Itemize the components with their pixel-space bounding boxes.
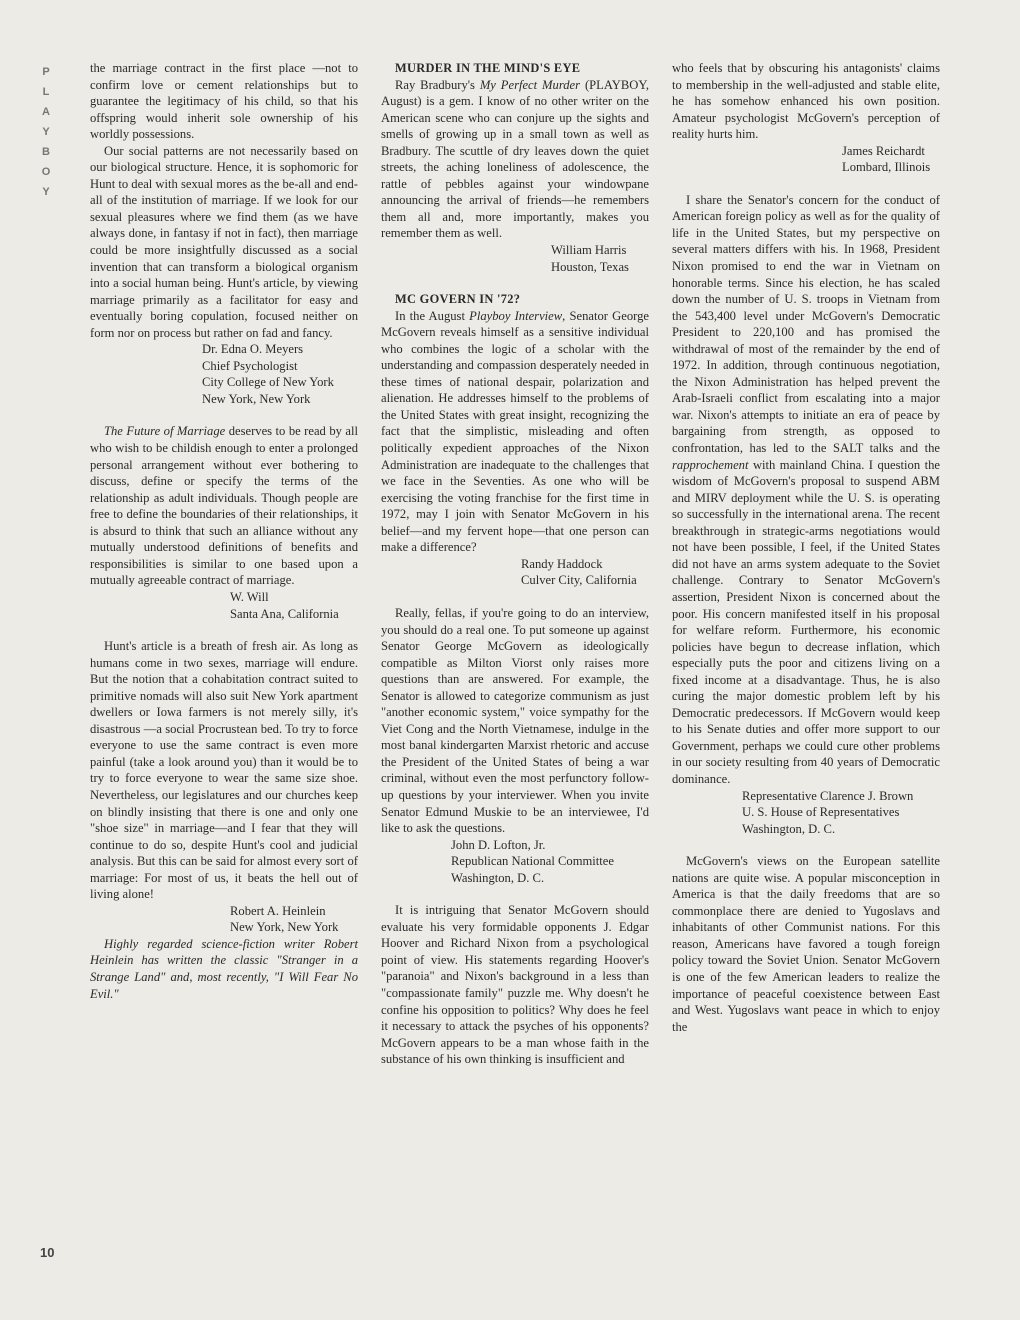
signature-line: Robert A. Heinlein [230,903,326,918]
letter-paragraph: It is intriguing that Senator McGovern should evaluate his very formidable opponents J. Edgar Hoover and Richard Nixon from a psychological point of view. His statements regarding Hoover's "paranoia" and Nixon's background in a less than "compassionate family" puzzle me. Why doesn't he confine his opposition to politics? Why does he feel it necessary to attack the psyches of his opponents? McGovern appears to be a man whose faith in the substance of his own thinking is insufficient and [381,903,649,1067]
signature-line: Washington, D. C. [451,870,545,885]
paragraph-text: , Senator George McGovern reveals himself as a sensitive individual who combines the logic of a scholar with the understanding and compassion desperately needed in these times of national despair, polarization and alienation. He addresses himself to the problems of the United States with great insight, recognizing the fact that the simplistic, misleading and often politically expedient approaches of the Nixon Administration are inadequate to the challenges that we face in the Seventies. As one who will be exercising the voting franchise for the first time in 1972, may I join with Senator McGovern in his belief—and my fervent hope—that one person can make a difference? [381,308,649,555]
signature-line: Representative Clarence J. Brown [742,788,914,803]
signature-line: Republican National Committee [451,854,614,869]
signature-line: W. Will [230,589,269,604]
letter-paragraph: Really, fellas, if you're going to do an interview, you should do a real one. To put someone up against Senator George McGovern as ideologically compatible as Milton Viorst only raises more questions than are answered. For example, the Senator is allowed to categorize communism as just "another economic system," voice sympathy for the Viet Cong and the North Vietnamese, indulge in the most banal kindergarten Marxist rhetoric and accuse the President of the United States of being a war criminal, without even the most perfunctory follow-up questions by your interviewer. When you invite Senator Edmund Muskie to be an interviewee, I'd like to ask the questions. [381,605,649,836]
signature-line: William Harris [551,243,627,258]
letter-signature [381,556,649,589]
section-heading: MURDER IN THE MIND'S EYE [395,61,581,75]
paragraph-text: with mainland China. I question the wisdom of McGovern's proposal to suspend ABM and MIRV deployment while the U. S. is operating so successfully in the international arena. The recent breakthrough in strategic-arms negotiations would not have been possible, I feel, if the United States did not have an arms system adequate to the Soviet challenge. Contrary to Senator McGovern's assertion, President Nixon is concerned about the poor. His concern manifested itself in his proposal for welfare reform. Furthermore, his economic policies have begun to decrease inflation, which especially puts the poor and citizens living on a fixed income at a disadvantage. Thus, he is also curing the major domestic problem left by his Democratic predecessors. If McGovern would keep to his Senate duties and offer more support to our Government, perhaps we could cure other problems in our society resulting from 40 years of Democratic dominance. [672,457,940,786]
signature-line: Washington, D. C. [742,821,836,836]
letter-paragraph [90,423,358,588]
letter-signature [381,242,649,275]
letter-paragraph: Hunt's article is a breath of fresh air. As long as humans come in two sexes, marriage will endure. But the notion that a cohabitation contract suited to primitive nomads will also suit New York apartment dwellers or Iowa farmers is not merely silly, it's disastrous —a social Procrustean bed. To try to force everyone to use the same contract is even more painful (take a look around you) than it would be to try to force everyone to wear the same size shoe. Nevertheless, our legislatures and our churches keep on blindly insisting that there is one and only one "shoe size" in marriage—and I fear that they will continue to do so, despite Hunt's cool and judicial analysis. But this can be said for almost every sort of marriage: For most of us, it beats the hell out of living alone! [90,639,358,902]
paragraph-text: In the August [395,308,470,323]
masthead-letter: O [41,166,51,178]
letter-signature [90,589,358,622]
letter-signature [90,341,358,407]
letter-paragraph [672,192,940,788]
letter-signature [672,143,940,176]
editor-note: Highly regarded science-fiction writer Robert Heinlein has written the classic "Stranger in a Strange Land" and, most recently, "I Will Fear No Evil." [90,936,358,1001]
signature-line: John D. Lofton, Jr. [451,837,546,852]
vertical-masthead [38,62,54,202]
signature-line: Houston, Texas [551,259,629,274]
signature-line: New York, New York [230,920,339,935]
article-title: My Perfect Murder [479,77,581,92]
masthead-letter: P [42,66,50,78]
letter-signature [90,903,358,936]
column-2 [381,60,649,1068]
masthead-letter: Y [42,186,50,198]
signature-line: City College of New York [202,375,334,390]
signature-line: Chief Psychologist [202,358,298,373]
section-heading: MC GOVERN IN '72? [395,292,521,307]
signature-line: U. S. House of Representatives [742,805,900,820]
letter-paragraph: the marriage contract in the first place —not to confirm love or cement relationships but to guarantee the legitimacy of his child, so that his offspring would inherit sole ownership of his worldly possessions. [90,61,358,142]
signature-line: Culver City, California [521,573,637,588]
masthead-letter: A [42,106,50,118]
article-title: Playboy Interview [469,308,563,323]
column-1 [90,60,358,1002]
signature-line: James Reichardt [842,143,925,158]
letter-signature [381,837,649,887]
signature-line: Lombard, Illinois [842,160,931,175]
letter-paragraph: Our social patterns are not necessarily based on our biological structure. Hence, it is sophomoric for Hunt to deal with sexual mores as the be-all and end-all of the institution of marriage. If we look for our sexual pleasures where we find them (as we have always done, in fantasy if not in fact), then marriage could be more insightfully discussed as a social invention that can transform a biological organism into a social human being. Hunt's article, by viewing marriage primarily as a facilitator for easy and eventually boring copulation, focused neither on form nor on process but rather on fad and fancy. [90,143,358,340]
italic-term: rapprochement [672,457,749,472]
letter-signature [672,788,940,838]
letter-paragraph: who feels that by obscuring his antagonists' claims to membership in the well-adjusted and stable elite, he has somehow enhanced his own position. Amateur psychologist McGovern's perception of reality hurts him. [672,61,940,142]
paragraph-text: (PLAYBOY, August) is a gem. I know of no other writer on the American scene who can conjure up the sights and smells of growing up in a small town as well as Bradbury. The scuttle of dry leaves down the quiet streets, the aching loneliness of adolescence, the rattle of pebbles against your windowpane announcing the arrival of friends—he remembers them all and, more importantly, makes you remember them as well. [381,77,649,241]
signature-line: Randy Haddock [521,556,603,571]
article-title: The Future of Marriage [104,424,226,439]
masthead-letter: L [42,86,50,98]
paragraph-text: Ray Bradbury's [395,77,480,92]
masthead-letter: B [42,146,50,158]
signature-line: New York, New York [202,391,311,406]
letter-paragraph: McGovern's views on the European satellite nations are quite wise. A popular misconception in America is that the daily freedoms that are so commonplace there are denied to Yugoslavs and inhabitants of other Communist nations. For this reason, Americans have favored a tough foreign policy toward the Soviet Union. Senator McGovern is one of the few American leaders to realize the importance of peaceful coexistence between East and West. Yugoslavs want peace in which to enjoy the [672,854,940,1034]
paragraph-text: deserves to be read by all who wish to be childish enough to enter a prolonged personal arrangement without ever bothering to discuss, define or specify the terms of the relationship as adult individuals. Though people are free to define the boundaries of their relationships, it is absurd to think that such an alliance without any mutually understood definitions of benefits and responsibilities is similar to one based upon a mutually agreeable contract of marriage. [90,424,358,588]
letter-paragraph [381,77,649,242]
signature-line: Santa Ana, California [230,606,339,621]
page-number: 10 [40,1245,55,1260]
paragraph-text: I share the Senator's concern for the conduct of American foreign policy as well as for the quality of life in the United States, but my perspective on several matters differs with his. In 1968, President Nixon promised to end the war in Vietnam on honorable terms. Since his election, he has scaled down the number of U. S. troops in Vietnam from the 543,400 level under McGovern's Democratic President to 220,100 and has promised the withdrawal of most of the remainder by the end of 1972. In addition, through continuous negotiation, the Nixon Administration has helped prevent the Arab-Israeli conflict from escalating into a major war. Nixon's attempts to initiate an era of peace by bargaining from strength, as opposed to confrontation, has led to the SALT talks and the [672,192,940,456]
column-3 [672,60,940,1035]
masthead-letter: Y [42,126,50,138]
letter-paragraph [381,308,649,556]
signature-line: Dr. Edna O. Meyers [202,342,304,357]
